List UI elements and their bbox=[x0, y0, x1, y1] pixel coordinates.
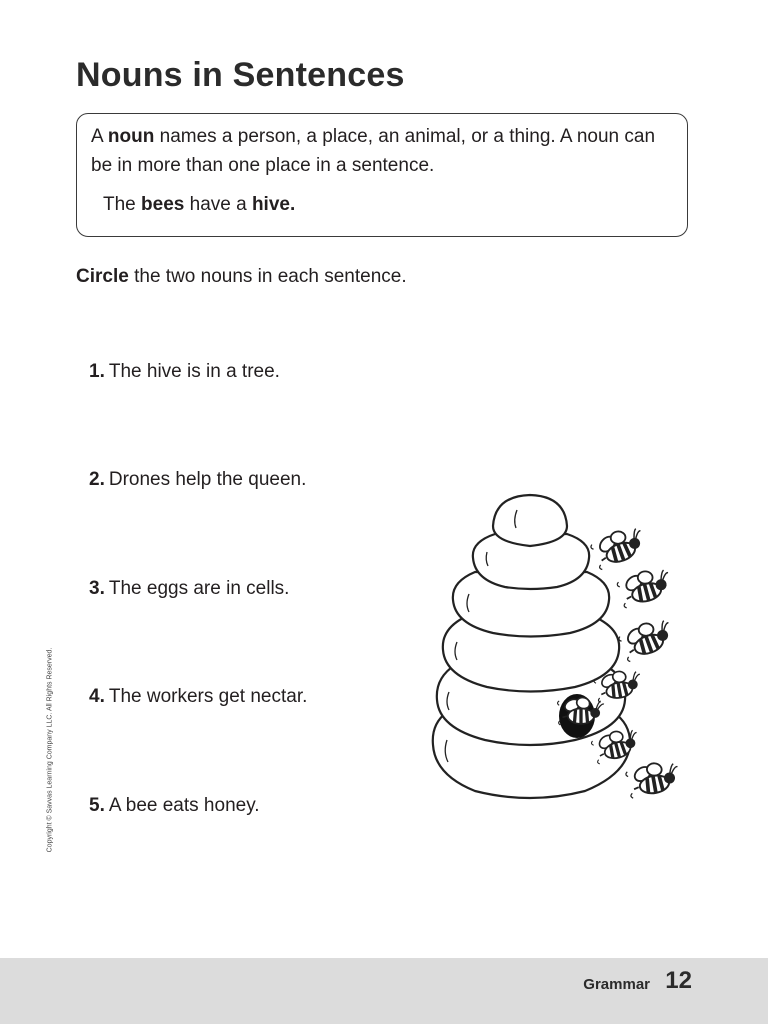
page-number: 12 bbox=[665, 967, 692, 994]
instruction-verb: Circle bbox=[76, 266, 129, 287]
sentence-item bbox=[89, 686, 307, 708]
definition-term: noun bbox=[107, 126, 155, 147]
item-text[interactable]: Drones help the queen. bbox=[108, 469, 307, 490]
item-text[interactable]: The hive is in a tree. bbox=[108, 361, 280, 382]
item-number: 4. bbox=[89, 686, 105, 707]
page-title: Nouns in Sentences bbox=[76, 56, 405, 94]
sentence-item bbox=[89, 361, 280, 383]
example-sentence bbox=[103, 194, 295, 216]
footer-label: Grammar bbox=[583, 976, 650, 993]
item-text[interactable]: The workers get nectar. bbox=[108, 686, 308, 707]
instruction bbox=[76, 266, 407, 288]
sentence-item bbox=[89, 795, 260, 817]
definition-box bbox=[76, 113, 688, 237]
item-number: 5. bbox=[89, 795, 105, 816]
beehive-illustration bbox=[425, 490, 685, 810]
definition-pre: A bbox=[91, 126, 103, 147]
bee-icon bbox=[615, 564, 674, 609]
example-word-2: have a bbox=[189, 194, 247, 215]
example-word-1: The bbox=[103, 194, 136, 215]
bee-icon bbox=[588, 522, 648, 570]
bee-icon bbox=[625, 758, 682, 799]
item-number: 2. bbox=[89, 469, 105, 490]
example-noun-1: bees bbox=[141, 194, 185, 215]
sentence-item bbox=[89, 469, 306, 491]
bee-icon bbox=[616, 614, 676, 662]
instruction-rest: the two nouns in each sentence. bbox=[134, 266, 407, 287]
item-number: 1. bbox=[89, 361, 105, 382]
definition-post: names a person, a place, an animal, or a thing. A noun can be in more than one place in a sentence. bbox=[91, 126, 656, 176]
item-text[interactable]: The eggs are in cells. bbox=[108, 578, 290, 599]
item-number: 3. bbox=[89, 578, 105, 599]
page-footer bbox=[0, 958, 768, 1024]
definition-text bbox=[91, 122, 681, 180]
item-text[interactable]: A bee eats honey. bbox=[108, 795, 260, 816]
example-noun-2: hive. bbox=[251, 194, 296, 215]
copyright-notice: Copyright © Savvas Learning Company LLC. All Rights Reserved. bbox=[46, 647, 54, 853]
sentence-item bbox=[89, 578, 289, 600]
